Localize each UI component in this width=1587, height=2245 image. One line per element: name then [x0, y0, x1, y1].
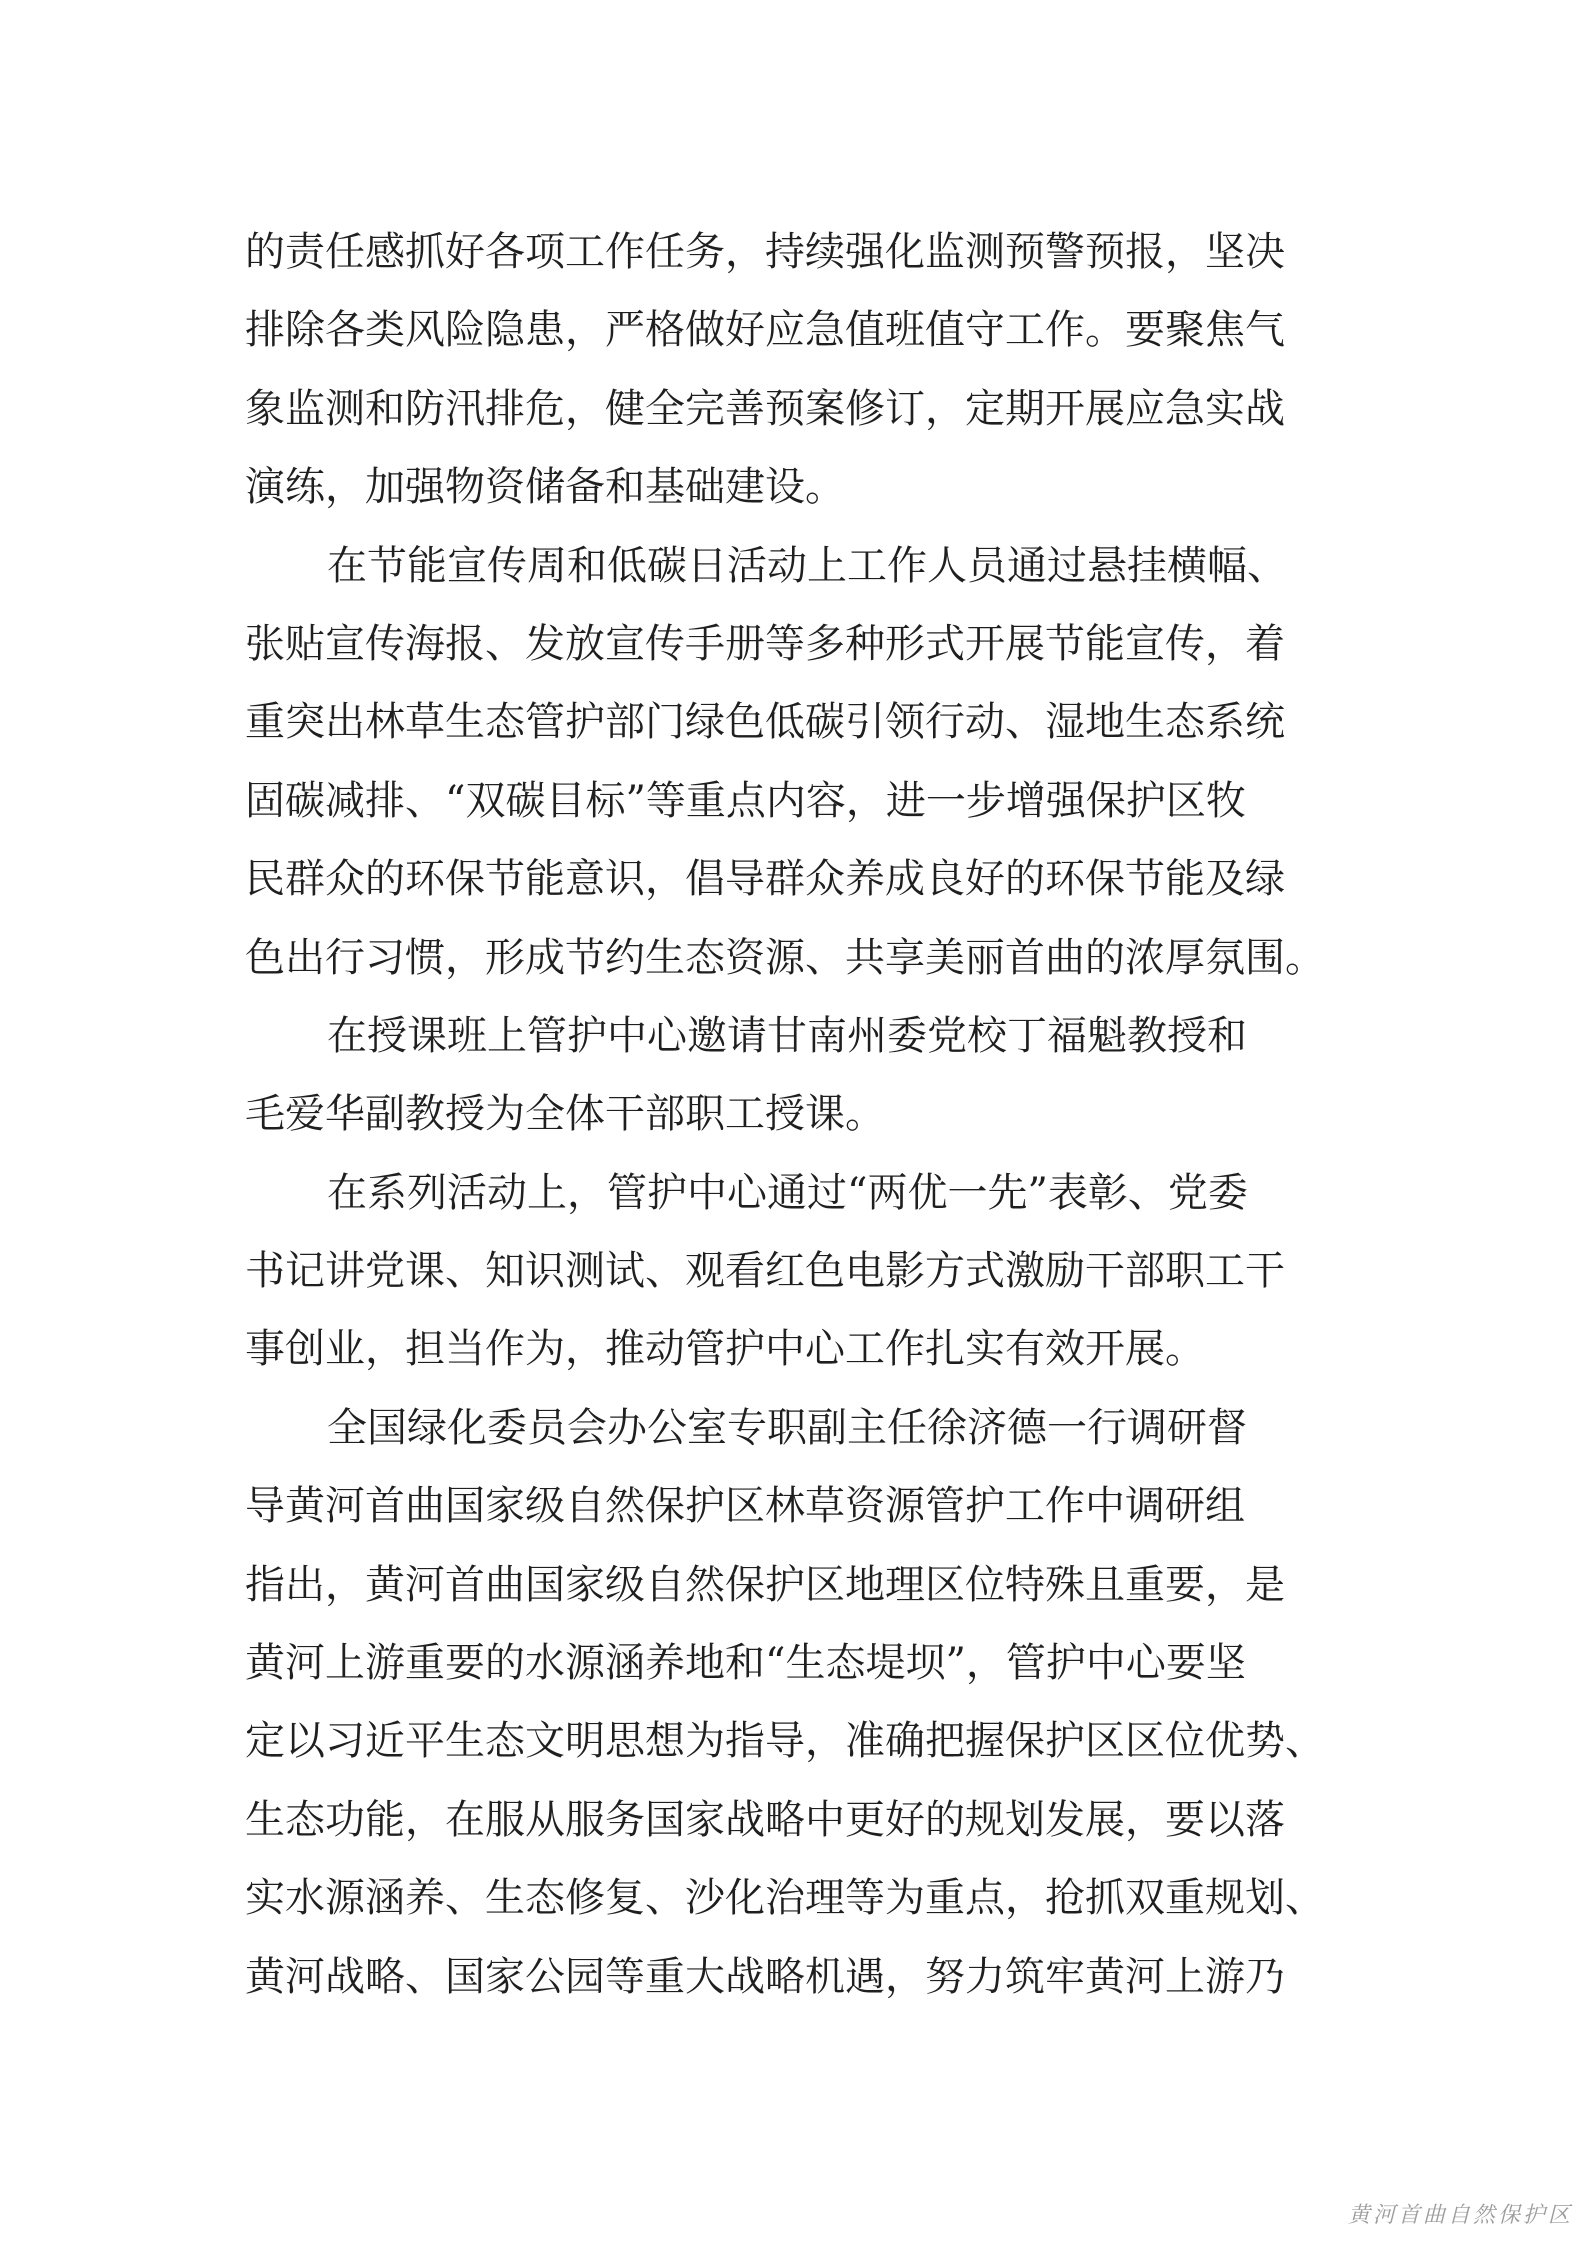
text-line: 重突出林草生态管护部门绿色低碳引领行动、湿地生态系统 [245, 699, 1285, 746]
text-line: 张贴宣传海报、发放宣传手册等多种形式开展节能宣传，着 [245, 620, 1285, 667]
document-body [245, 213, 1345, 2016]
paragraph-start-line: 在节能宣传周和低碳日活动上工作人员通过悬挂横幅、 [327, 542, 1287, 589]
text-line: 生态功能，在服从服务国家战略中更好的规划发展，要以落 [245, 1796, 1285, 1843]
text-line: 实水源涵养、生态修复、沙化治理等为重点，抢抓双重规划、 [245, 1875, 1325, 1922]
text-line: 指出，黄河首曲国家级自然保护区地理区位特殊且重要，是 [245, 1561, 1285, 1608]
text-line: 象监测和防汛排危，健全完善预案修订，定期开展应急实战 [245, 385, 1285, 432]
text-line: 书记讲党课、知识测试、观看红色电影方式激励干部职工干 [245, 1248, 1285, 1295]
text-line: 导黄河首曲国家级自然保护区林草资源管护工作中调研组 [245, 1483, 1245, 1530]
text-line: 定以习近平生态文明思想为指导，准确把握保护区区位优势、 [245, 1718, 1325, 1765]
paragraph-start-line: 全国绿化委员会办公室专职副主任徐济德一行调研督 [327, 1404, 1247, 1451]
text-line: 黄河上游重要的水源涵养地和“生态堤坝”，管护中心要坚 [245, 1640, 1246, 1687]
text-line: 固碳减排、“双碳目标”等重点内容，进一步增强保护区牧 [245, 777, 1246, 824]
paragraph-start-line: 在授课班上管护中心邀请甘南州委党校丁福魁教授和 [327, 1012, 1247, 1059]
text-line: 民群众的环保节能意识，倡导群众养成良好的环保节能及绿 [245, 856, 1285, 903]
text-line: 演练，加强物资储备和基础建设。 [245, 464, 845, 511]
text-line: 毛爱华副教授为全体干部职工授课。 [245, 1091, 885, 1138]
text-line: 排除各类风险隐患，严格做好应急值班值守工作。要聚焦气 [245, 307, 1285, 354]
text-line: 色出行习惯，形成节约生态资源、共享美丽首曲的浓厚氛围。 [245, 934, 1325, 981]
text-line: 事创业，担当作为，推动管护中心工作扎实有效开展。 [245, 1326, 1205, 1373]
text-line: 黄河战略、国家公园等重大战略机遇，努力筑牢黄河上游乃 [245, 1953, 1285, 2000]
watermark: 黄河首曲自然保护区 [1347, 2203, 1573, 2228]
text-line: 的责任感抓好各项工作任务，持续强化监测预警预报，坚决 [245, 229, 1285, 275]
paragraph-start-line: 在系列活动上，管护中心通过“两优一先”表彰、党委 [327, 1169, 1248, 1216]
